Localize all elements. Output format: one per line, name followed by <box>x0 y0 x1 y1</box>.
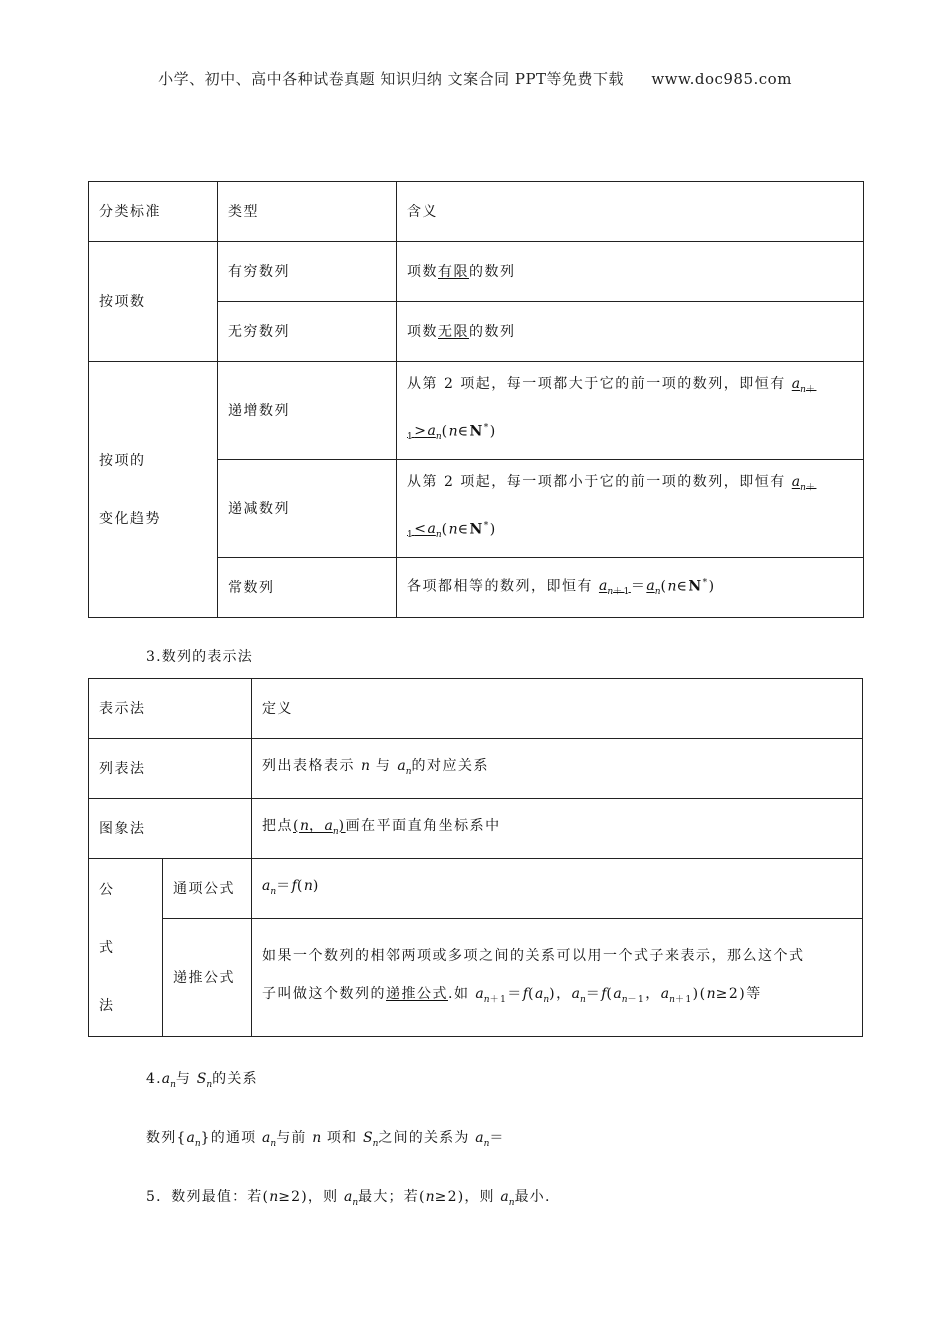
type-cell: 常数列 <box>218 558 397 618</box>
definition-text: 如果一个数列的相邻两项或多项之间的关系可以用一个式子来表示，那么这个式 <box>262 947 805 964</box>
type-cell: 递增数列 <box>218 362 397 460</box>
table-row <box>89 362 864 460</box>
definition-text: 子叫做这个数列的 <box>262 985 386 1002</box>
table-row <box>89 919 863 1037</box>
section-text: 5．数列最值：若 <box>146 1189 263 1205</box>
formula-method-label: 公 <box>99 881 115 898</box>
table-header-cell: 类型 <box>218 182 397 242</box>
type-cell: 无穷数列 <box>218 302 397 362</box>
section-4-text: 数列$\{a_n\}$的通项 $a_n$与前 n 项和 $S_n$之间的关系为 $a_n=$ <box>146 1130 505 1149</box>
meaning-cell <box>397 302 864 362</box>
definition-text: 的对应关系 <box>411 757 490 774</box>
table-row <box>89 182 864 242</box>
meaning-text: 从第 2 项起，每一项都小于它的前一项的数列，即恒有 <box>407 473 792 490</box>
table-header-cell: 表示法 <box>89 679 252 739</box>
section-text: 项和 <box>321 1130 363 1146</box>
table-row <box>89 739 863 799</box>
relation-symbol: ＝ <box>630 578 647 595</box>
header-text: 小学、初中、高中各种试卷真题 知识归纳 文案合同 PPT等免费下载 <box>158 70 625 88</box>
table-row <box>89 859 863 919</box>
section-text: 与前 <box>276 1130 313 1146</box>
definition-cell <box>252 799 863 859</box>
formula-method-cell <box>89 859 163 1037</box>
criterion-line: 按项的 <box>99 452 146 469</box>
meaning-cell <box>397 242 864 302</box>
table-row <box>89 799 863 859</box>
relation-symbol: < <box>414 521 428 538</box>
table-header-cell: 分类标准 <box>89 182 218 242</box>
method-cell: 递推公式 <box>163 919 252 1037</box>
header-url[interactable]: www.doc985.com <box>651 70 792 88</box>
section-text: 最大；若 <box>358 1189 419 1205</box>
section-text: 之间的关系为 <box>378 1130 476 1146</box>
meaning-underlined: 有限 <box>438 263 469 280</box>
table-header-cell: 定义 <box>252 679 863 739</box>
section-text: 数列{ <box>146 1130 187 1146</box>
section-text: ，则 <box>307 1189 344 1205</box>
section-text: ，则 <box>464 1189 501 1205</box>
representation-table <box>88 678 863 1037</box>
formula: $a_n$ <box>646 578 661 598</box>
formula: (n，$a_n$) <box>293 817 346 837</box>
criterion-cell <box>89 362 218 618</box>
criterion-line: 变化趋势 <box>99 510 161 527</box>
formula: $a_{n+1}<a_n$ <box>407 473 817 541</box>
type-cell: 递减数列 <box>218 460 397 558</box>
method-cell: 列表法 <box>89 739 252 799</box>
definition-cell: 如果一个数列的相邻两项或多项之间的关系可以用一个式子来表示，那么这个式 子叫做这个数列的递推公式.如 $a_{n+1}=f(a_n)$，$a_n=f(a_{n-1}$，$a_{n+1})(n\ge 2)$等 <box>252 919 863 1037</box>
section-5-text: 5．数列最值：若(n≥2)，则 $a_n$最大；若(n≥2)，则 $a_n$最小. <box>146 1189 551 1208</box>
meaning-cell: 从第 2 项起，每一项都大于它的前一项的数列，即恒有 $a_{n+1}>a_n(n\in N^*)$ <box>397 362 864 460</box>
section-3-title: 3.数列的表示法 <box>146 649 253 665</box>
type-cell: 有穷数列 <box>218 242 397 302</box>
formula: $a_{n+1}$ <box>598 578 631 598</box>
method-cell: 图象法 <box>89 799 252 859</box>
formula-method-label: 法 <box>99 997 115 1014</box>
meaning-underlined: 无限 <box>438 323 469 340</box>
formula: $a_{n+1}>a_n$ <box>407 375 817 443</box>
meaning-cell: 各项都相等的数列，即恒有 $a_{n+1}=a_n(n\in N^*)$ <box>397 558 864 618</box>
page-header <box>0 68 950 89</box>
meaning-text: 从第 2 项起，每一项都大于它的前一项的数列，即恒有 <box>407 375 792 392</box>
meaning-text: 各项都相等的数列，即恒有 <box>407 578 599 595</box>
definition-text: 列出表格表示 <box>262 757 361 774</box>
table-row <box>89 242 864 302</box>
meaning-text: 项数 <box>407 263 438 280</box>
section-text: 最小. <box>514 1189 551 1205</box>
relation-symbol: > <box>414 423 428 440</box>
classification-table <box>88 181 864 618</box>
definition-text: 与 <box>369 757 398 774</box>
definition-text: 把点 <box>262 817 293 834</box>
method-cell: 通项公式 <box>163 859 252 919</box>
meaning-text: 的数列 <box>469 263 516 280</box>
formula-method-label: 式 <box>99 939 115 956</box>
meaning-text: 项数 <box>407 323 438 340</box>
meaning-text: 的数列 <box>469 323 516 340</box>
definition-text: .如 <box>448 985 470 1002</box>
table-header-cell: 含义 <box>397 182 864 242</box>
meaning-cell: 从第 2 项起，每一项都小于它的前一项的数列，即恒有 $a_{n+1}<a_n(n\in N^*)$ <box>397 460 864 558</box>
section-4-title: $4.a_n$与 $S_n$的关系 <box>146 1071 258 1090</box>
definition-cell: 列出表格表示 n 与 $a_n$的对应关系 <box>252 739 863 799</box>
table-row <box>89 679 863 739</box>
criterion-cell: 按项数 <box>89 242 218 362</box>
definition-underlined: 递推公式 <box>386 985 448 1002</box>
definition-text: 画在平面直角坐标系中 <box>345 817 501 834</box>
definition-cell: $a_n=f(n)$ <box>252 859 863 919</box>
section-text: }的通项 <box>200 1130 263 1146</box>
